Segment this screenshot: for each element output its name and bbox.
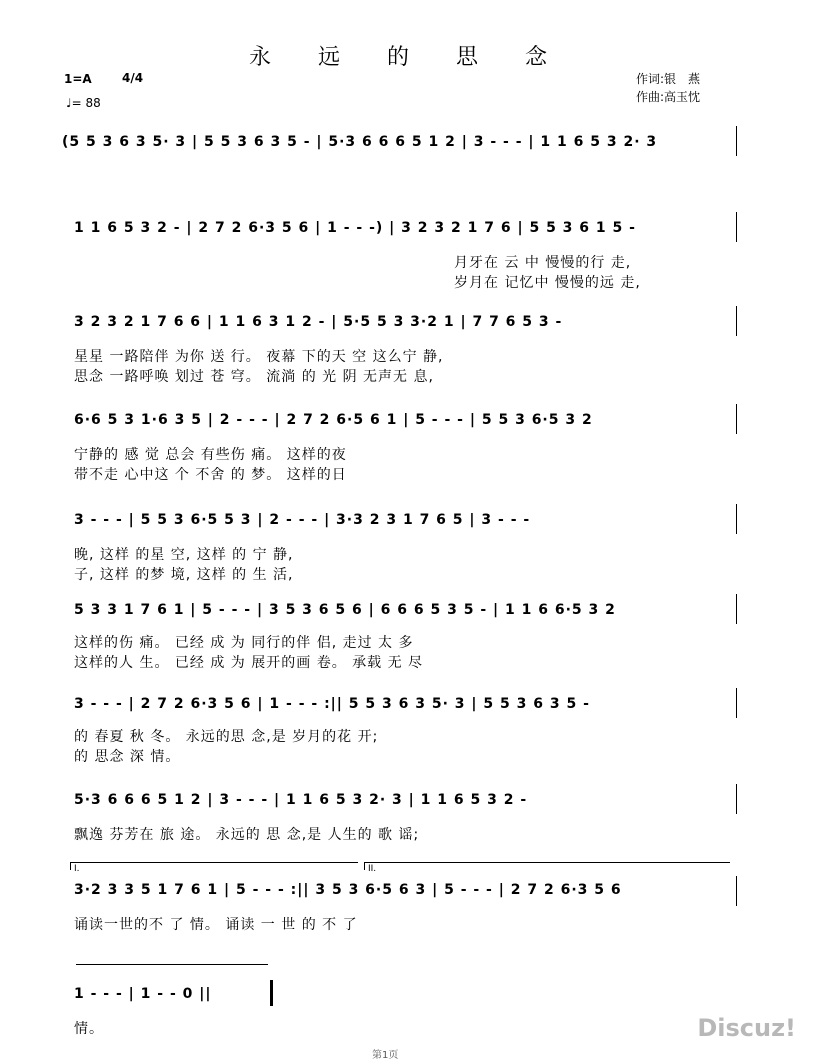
lyric-row-10-verse-1: 情。 (74, 1021, 104, 1037)
lyric-row-3-verse-2: 思念 一路呼唤 划过 苍 穹。 流淌 的 光 阴 无声无 息, (74, 369, 434, 385)
lyric-row-4-verse-2: 带不走 心中这 个 不舍 的 梦。 这样的日 (74, 467, 347, 483)
composer-credit: 作曲:高玉忱 (636, 90, 701, 104)
barline (736, 504, 737, 534)
first-ending-bracket (70, 862, 358, 863)
lyric-row-2-verse-1: 月牙在 云 中 慢慢的行 走, (454, 255, 632, 271)
barline (736, 784, 737, 814)
lyric-row-7-verse-1: 的 春夏 秋 冬。 永远的思 念,是 岁月的花 开; (74, 729, 379, 745)
lyric-row-2-verse-2: 岁月在 记忆中 慢慢的远 走, (454, 275, 641, 291)
final-barline (270, 980, 273, 1006)
page-footer: 第1页 (372, 1050, 399, 1061)
notation-row-3: 3 2 3 2 1 7 6 6 | 1 1 6 3 1 2 - | 5·5 5 3 3·2 1 | 7 7 6 5 3 - (74, 314, 563, 330)
notation-row-1: (5 5 3 6 3 5· 3 | 5 5 3 6 3 5 - | 5·3 6 6 6 5 1 2 | 3 - - - | 1 1 6 5 3 2· 3 (62, 134, 658, 150)
lyric-row-8-verse-1: 飘逸 芬芳在 旅 途。 永远的 思 念,是 人生的 歌 谣; (74, 827, 420, 843)
song-title: 永 远 的 思 念 (249, 45, 567, 70)
lyric-row-5-verse-1: 晚, 这样 的星 空, 这样 的 宁 静, (74, 547, 294, 563)
tempo-marking: ♩= 88 (66, 96, 101, 110)
notation-row-7: 3 - - - | 2 7 2 6·3 5 6 | 1 - - - :|| 5 5 3 6 3 5· 3 | 5 5 3 6 3 5 - (74, 696, 590, 712)
notation-row-2: 1 1 6 5 3 2 - | 2 7 2 6·3 5 6 | 1 - - -) | 3 2 3 2 1 7 6 | 5 5 3 6 1 5 - (74, 220, 636, 236)
lyric-row-4-verse-1: 宁静的 感 觉 总会 有些伤 痛。 这样的夜 (74, 447, 347, 463)
time-signature: 4/4 (122, 71, 144, 85)
barline (736, 876, 737, 906)
second-ending-label: II. (368, 864, 377, 874)
notation-row-6: 5 3 3 1 7 6 1 | 5 - - - | 3 5 3 6 5 6 | 6 6 6 5 3 5 - | 1 1 6 6·5 3 2 (74, 602, 616, 618)
barline (736, 404, 737, 434)
lyric-row-9-verse-1: 诵读一世的不 了 情。 诵读 一 世 的 不 了 (74, 917, 358, 933)
barline (736, 688, 737, 718)
lyricist-credit: 作词:银 燕 (636, 72, 701, 86)
notation-row-8: 5·3 6 6 6 5 1 2 | 3 - - - | 1 1 6 5 3 2· 3 | 1 1 6 5 3 2 - (74, 792, 528, 808)
lyric-row-6-verse-2: 这样的人 生。 已经 成 为 展开的画 卷。 承载 无 尽 (74, 655, 424, 671)
barline (736, 594, 737, 624)
first-ending-label: I. (74, 864, 80, 874)
barline (736, 212, 737, 242)
notation-row-5: 3 - - - | 5 5 3 6·5 5 3 | 2 - - - | 3·3 2 3 1 7 6 5 | 3 - - - (74, 512, 531, 528)
notation-row-4: 6·6 5 3 1·6 3 5 | 2 - - - | 2 7 2 6·5 6 1 | 5 - - - | 5 5 3 6·5 3 2 (74, 412, 593, 428)
barline (736, 306, 737, 336)
notation-row-9: 3·2 3 3 5 1 7 6 1 | 5 - - - :|| 3 5 3 6·5 6 3 | 5 - - - | 2 7 2 6·3 5 6 (74, 882, 622, 898)
second-ending-bracket (364, 862, 730, 863)
second-ending-tick (364, 862, 365, 870)
lyric-row-7-verse-2: 的 思念 深 情。 (74, 749, 181, 765)
lyric-row-3-verse-1: 星星 一路陪伴 为你 送 行。 夜幕 下的天 空 这么宁 静, (74, 349, 444, 365)
tie-bracket (76, 964, 268, 965)
notation-row-10: 1 - - - | 1 - - 0 || (74, 986, 212, 1002)
lyric-row-5-verse-2: 子, 这样 的梦 境, 这样 的 生 活, (74, 567, 294, 583)
key-signature: 1=A (64, 72, 92, 86)
first-ending-tick (70, 862, 71, 870)
lyric-row-6-verse-1: 这样的伤 痛。 已经 成 为 同行的伴 侣, 走过 太 多 (74, 635, 414, 651)
barline (736, 126, 737, 156)
site-watermark: Discuz! (697, 1014, 796, 1042)
